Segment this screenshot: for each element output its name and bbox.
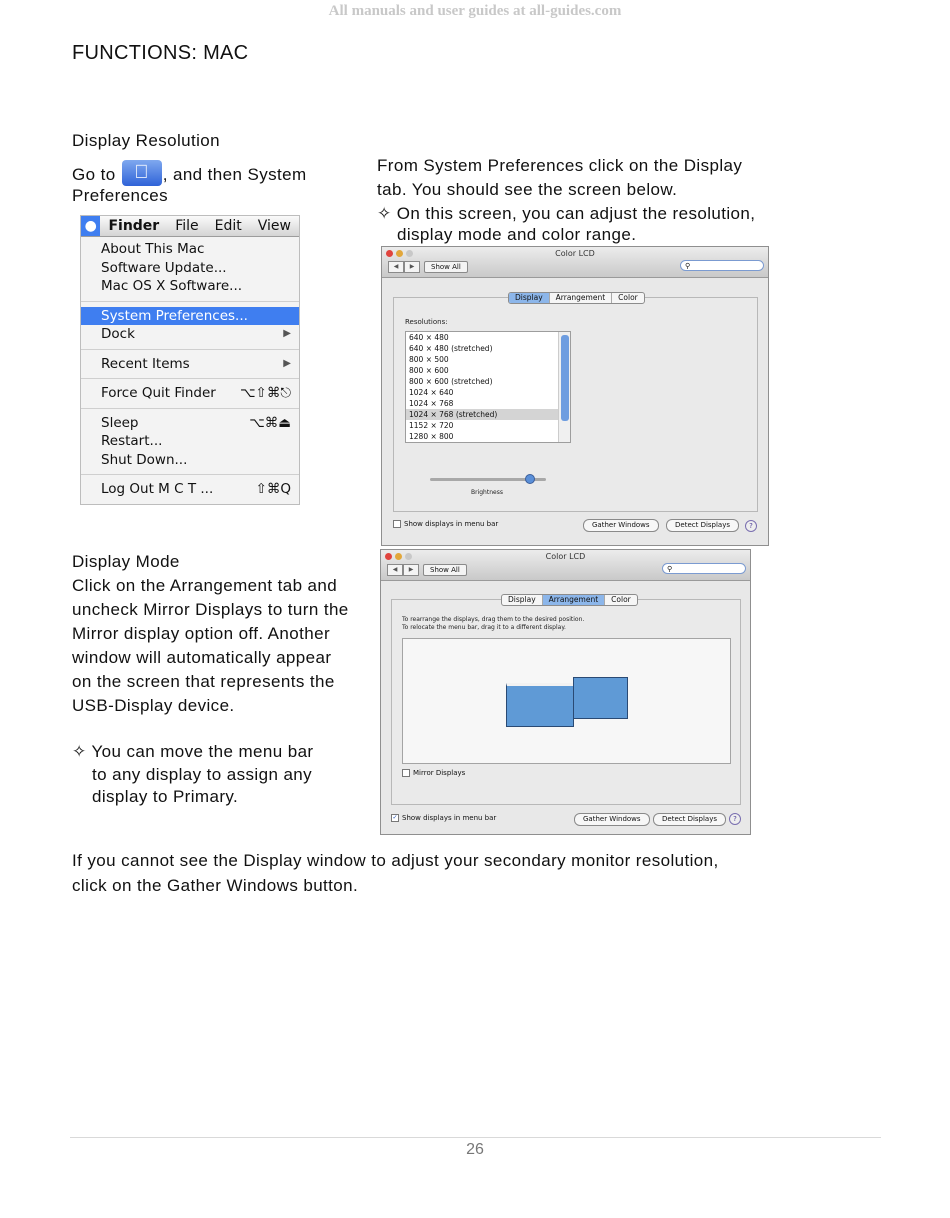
- checkbox-label: Show displays in menu bar: [404, 520, 499, 528]
- menu-divider: [81, 378, 299, 379]
- detect-displays-button[interactable]: Detect Displays: [666, 519, 739, 532]
- detect-displays-button[interactable]: Detect Displays: [653, 813, 726, 826]
- menu-divider: [81, 301, 299, 302]
- resolution-option[interactable]: 1152 × 720: [409, 421, 454, 430]
- preference-tabs: [508, 292, 645, 304]
- arrangement-instruction-1: To rearrange the displays, drag them to the desired position.: [402, 616, 585, 623]
- submenu-arrow-icon: ▶: [283, 328, 291, 339]
- gather-windows-button[interactable]: Gather Windows: [574, 813, 650, 826]
- sysprefs-instruction-1: From System Preferences click on the Display: [377, 156, 743, 175]
- apple-menu-icon: [122, 160, 162, 186]
- arrangement-panel: [391, 599, 741, 805]
- window-titlebar: [382, 247, 768, 278]
- menubar-view[interactable]: View: [257, 218, 291, 234]
- display-mode-line-2: uncheck Mirror Displays to turn the: [72, 600, 349, 619]
- search-icon: ⚲: [685, 262, 691, 270]
- list-scrollbar[interactable]: [558, 332, 570, 442]
- window-titlebar: [381, 550, 750, 581]
- primary-display-thumbnail[interactable]: [506, 683, 574, 727]
- menu-bar-bullet-line-3: display to Primary.: [92, 787, 239, 806]
- menu-divider: [81, 408, 299, 409]
- bullet-text: On this screen, you can adjust the resolution,: [396, 204, 756, 223]
- checkbox-label: Show displays in menu bar: [402, 814, 497, 822]
- nav-buttons: [388, 261, 420, 273]
- back-arrow-icon[interactable]: ◀: [388, 261, 404, 273]
- menu-item-label: Recent Items: [101, 355, 190, 372]
- display-mode-heading: Display Mode: [72, 552, 180, 571]
- menu-item-label: Software Update...: [101, 259, 227, 276]
- tab-color[interactable]: Color: [611, 595, 631, 604]
- menu-item-force-quit[interactable]: [81, 384, 299, 403]
- go-to-suffix: , and then System: [162, 165, 307, 184]
- submenu-arrow-icon: ▶: [283, 357, 291, 369]
- tab-arrangement[interactable]: Arrangement: [543, 595, 606, 605]
- menu-item-about[interactable]: [81, 240, 299, 259]
- help-icon[interactable]: ?: [745, 520, 757, 532]
- menu-item-label: Sleep: [101, 414, 139, 431]
- menu-item-label: Dock: [101, 326, 135, 342]
- menu-item-label: Log Out M C T ...: [101, 481, 214, 497]
- menu-item-shortcut: ⇧⌘Q: [255, 481, 291, 497]
- checkbox-label: Mirror Displays: [413, 769, 466, 777]
- show-all-button[interactable]: Show All: [423, 564, 467, 576]
- sysprefs-instruction-2: tab. You should see the screen below.: [377, 180, 678, 199]
- page-title: FUNCTIONS: MAC: [72, 42, 249, 64]
- resolution-option[interactable]: 640 × 480: [409, 333, 449, 342]
- closing-line-2: click on the Gather Windows button.: [72, 876, 359, 895]
- search-input[interactable]: [680, 260, 764, 271]
- resolution-option[interactable]: 1024 × 640: [409, 388, 454, 397]
- tab-color[interactable]: Color: [618, 293, 638, 302]
- menu-item-label: Restart...: [101, 433, 163, 449]
- show-all-button[interactable]: Show All: [424, 261, 468, 273]
- checkbox-checked-icon[interactable]: ✓: [392, 814, 398, 821]
- finder-menubar: [81, 216, 299, 237]
- bullet-text: You can move the menu bar: [91, 742, 314, 761]
- show-displays-checkbox[interactable]: [393, 520, 498, 528]
- menu-item-sleep[interactable]: [81, 414, 299, 433]
- resolution-option[interactable]: 640 × 480 (stretched): [409, 344, 493, 353]
- menu-item-software-update[interactable]: [81, 259, 299, 278]
- apple-logo-icon[interactable]: ●: [81, 216, 100, 236]
- search-input[interactable]: [662, 563, 746, 574]
- forward-arrow-icon[interactable]: ▶: [404, 261, 420, 273]
- back-arrow-icon[interactable]: ◀: [387, 564, 403, 576]
- footer-divider: [70, 1137, 881, 1138]
- go-to-line-2: Preferences: [72, 186, 169, 205]
- bullet-star-icon: ✧: [377, 204, 392, 223]
- bullet-star-icon: ✧: [72, 742, 87, 761]
- brightness-slider-knob[interactable]: [525, 474, 535, 484]
- display-settings-panel: [393, 297, 758, 512]
- resolution-option[interactable]: 1280 × 800: [409, 432, 454, 441]
- menu-item-recent-items[interactable]: [81, 355, 299, 374]
- menu-item-label: System Preferences...: [101, 307, 248, 324]
- menu-item-label: Shut Down...: [101, 451, 188, 468]
- menubar-finder[interactable]: Finder: [108, 218, 160, 234]
- brightness-label: Brightness: [471, 489, 503, 496]
- display-mode-line-4: window will automatically appear: [72, 648, 332, 667]
- color-lcd-arrangement-window: [380, 549, 751, 835]
- secondary-display-thumbnail[interactable]: [573, 677, 628, 719]
- forward-arrow-icon[interactable]: ▶: [403, 564, 419, 576]
- color-lcd-display-window: [381, 246, 769, 546]
- menubar-file[interactable]: File: [175, 218, 199, 234]
- closing-line-1: If you cannot see the Display window to adjust your secondary monitor resolution,: [72, 851, 719, 870]
- show-displays-checkbox[interactable]: [391, 814, 496, 822]
- window-title: Color LCD: [545, 552, 586, 561]
- arrangement-instruction-2: To relocate the menu bar, drag it to a different display.: [402, 624, 566, 631]
- resolution-option[interactable]: 1024 × 768: [409, 399, 454, 408]
- gather-windows-button[interactable]: Gather Windows: [583, 519, 659, 532]
- scrollbar-thumb[interactable]: [561, 335, 569, 421]
- apple-menu-screenshot: [80, 215, 300, 505]
- menu-item-shortcut: ⌥⇧⌘⎋: [239, 385, 291, 401]
- menu-item-shortcut: ⌥⌘⏏: [249, 414, 291, 431]
- tab-arrangement[interactable]: Arrangement: [550, 293, 613, 303]
- resolution-bullet-line-2: display mode and color range.: [397, 225, 637, 244]
- menu-item-restart[interactable]: [81, 432, 299, 451]
- resolutions-label: Resolutions:: [405, 318, 448, 326]
- resolution-option[interactable]: 800 × 600 (stretched): [409, 377, 493, 386]
- menu-item-log-out[interactable]: [81, 480, 299, 499]
- tab-display[interactable]: Display: [502, 595, 543, 605]
- resolution-option[interactable]: 800 × 600: [409, 366, 449, 375]
- menu-item-system-preferences[interactable]: [81, 307, 299, 326]
- go-to-prefix: Go to: [72, 165, 116, 184]
- menu-divider: [81, 474, 299, 475]
- resolution-option[interactable]: 800 × 500: [409, 355, 449, 364]
- preference-tabs: [501, 594, 638, 606]
- display-resolution-heading: Display Resolution: [72, 131, 220, 150]
- display-arrangement-area[interactable]: [402, 638, 731, 764]
- menu-item-dock[interactable]: [81, 325, 299, 344]
- go-to-line: [72, 160, 307, 187]
- mirror-displays-checkbox[interactable]: [402, 769, 465, 777]
- display-mode-line-3: Mirror display option off. Another: [72, 624, 331, 643]
- display-mode-line-5: on the screen that represents the: [72, 672, 335, 691]
- nav-buttons: [387, 564, 419, 576]
- menu-item-label: Mac OS X Software...: [101, 278, 243, 294]
- menu-bar-bullet-line-2: to any display to assign any: [92, 765, 313, 784]
- menu-divider: [81, 349, 299, 350]
- resolution-option-selected[interactable]: 1024 × 768 (stretched): [406, 409, 570, 420]
- menubar-edit[interactable]: Edit: [214, 218, 242, 234]
- menu-item-shut-down[interactable]: [81, 451, 299, 470]
- resolutions-list[interactable]: [405, 331, 571, 443]
- display-mode-line-1: Click on the Arrangement tab and: [72, 576, 338, 595]
- watermark: All manuals and user guides at all-guides.com: [328, 3, 622, 19]
- menu-item-label: Force Quit Finder: [101, 385, 216, 401]
- help-icon[interactable]: ?: [729, 813, 741, 825]
- window-title: Color LCD: [555, 249, 595, 258]
- search-icon: ⚲: [667, 565, 673, 573]
- tab-display[interactable]: Display: [509, 293, 550, 303]
- menu-item-mac-os-software[interactable]: [81, 277, 299, 296]
- page-number: 26: [466, 1141, 484, 1158]
- display-mode-line-6: USB-Display device.: [72, 696, 235, 715]
- checkbox-box[interactable]: [402, 769, 410, 777]
- menu-bar-bullet: [72, 740, 314, 764]
- menu-item-label: About This Mac: [101, 241, 205, 257]
- checkbox-box[interactable]: [393, 520, 401, 528]
